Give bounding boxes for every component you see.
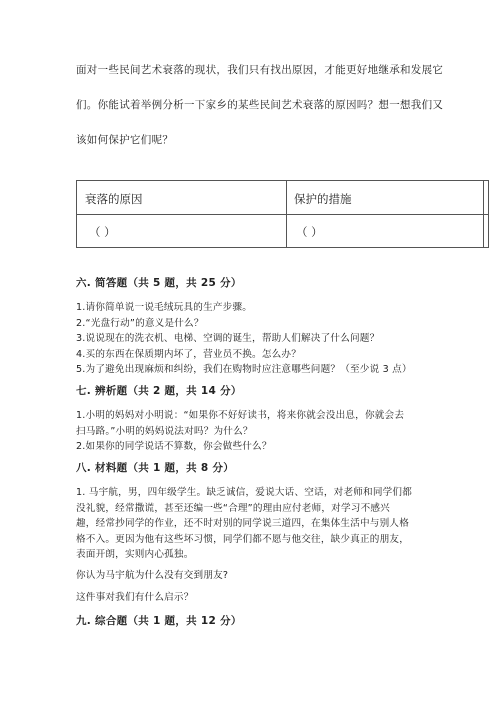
cause-measure-table — [76, 180, 489, 248]
section-8-title: 八. 材料题（共 1 题，共 8 分） — [76, 462, 235, 474]
table-header-cause: 衰落的原因 — [85, 192, 143, 206]
section-6-question: 4.买的东西在保质期内坏了，营业员不换。怎么办？ — [76, 349, 302, 360]
section-9-title: 九. 综合题（共 1 题，共 12 分） — [76, 615, 242, 627]
section-8-line: 趣，经常抄同学的作业，还不时对别的同学说三道四，在集体生活中与别人格 — [76, 518, 409, 529]
section-8-line: 没礼貌，经常撒谎，甚至还编一些“合理”的理由应付老师，对学习不感兴 — [76, 503, 390, 514]
section-8-line: 表面开朗，实则内心孤独。 — [76, 549, 194, 560]
intro-line-3: 该如何保护它们呢？ — [76, 134, 174, 146]
intro-line-1: 面对一些民间艺术衰落的现状，我们只有找出原因，才能更好地继承和发展它 — [76, 64, 444, 76]
table-blank-cause[interactable]: （ ） — [89, 225, 116, 239]
section-6-question: 2.“光盘行动”的意义是什么？ — [76, 318, 204, 329]
section-8-line: 格不入。更因为他有这些坏习惯，同学们都不愿与他交往，缺少真正的朋友， — [76, 534, 409, 545]
section-6-title: 六. 简答题（共 5 题，共 25 分） — [76, 277, 242, 289]
table-column-divider — [286, 181, 287, 247]
table-blank-measure[interactable]: （ ） — [296, 225, 323, 239]
section-7-line: 2.如果你的同学说话不算数，你会做些什么？ — [76, 441, 272, 452]
section-6-question: 5.为了避免出现麻烦和纠纷，我们在购物时应注意哪些问题？（至少说 3 点） — [76, 364, 412, 375]
section-6-question: 3.说说现在的洗衣机、电梯、空调的诞生，帮助人们解决了什么问题？ — [76, 333, 380, 344]
section-7-line: 1.小明的妈妈对小明说：“如果你不好好读书，将来你就会没出息，你就会去 — [76, 410, 405, 421]
section-8-question-2: 这件事对我们有什么启示？ — [76, 592, 194, 603]
section-7-title: 七. 辨析题（共 2 题，共 14 分） — [76, 385, 242, 397]
table-right-border — [483, 181, 484, 247]
section-8-line: 1. 马宇航，男，四年级学生。缺乏诚信，爱说大话、空话，对老师和同学们都 — [76, 487, 412, 498]
section-8-question-1: 你认为马宇航为什么没有交到朋友? — [76, 570, 229, 581]
table-header-measure: 保护的措施 — [294, 192, 352, 206]
section-6-question: 1.请你简单说一说毛绒玩具的生产步骤。 — [76, 302, 253, 313]
intro-line-2: 们。你能试着举例分析一下家乡的某些民间艺术衰落的原因吗？想一想我们又 — [76, 99, 444, 111]
section-7-line: 扫马路。”小明的妈妈说法对吗？为什么？ — [76, 426, 253, 437]
